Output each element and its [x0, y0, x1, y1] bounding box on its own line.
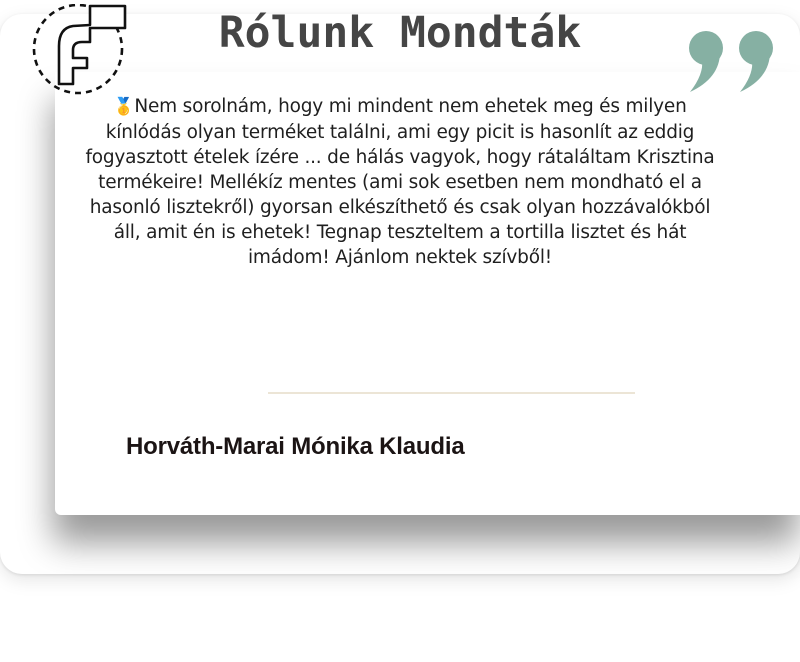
- closing-quote-icon: [684, 30, 784, 96]
- testimonial-author: Horváth-Marai Mónika Klaudia: [126, 433, 465, 460]
- divider: [268, 392, 635, 394]
- medal-icon: 🥇: [113, 97, 135, 117]
- section-title: Rólunk Mondták: [218, 8, 582, 58]
- testimonial-text: [75, 94, 725, 270]
- facebook-icon[interactable]: [32, 4, 132, 96]
- testimonial-body: Nem sorolnám, hogy mi mindent nem ehetek meg és milyen kínlódás olyan terméket találni, ami egy picit is hasonlít az eddig fogyasztott ételek ízére ... de hálás vagyok, hogy rátaláltam Krisztina termékeire! Mellékíz mentes (ami sok esetben nem mondható el a hasonló lisztekről) gyorsan elkészíthető és csak olyan hozzávalókból áll, amit én is ehetek! Tegnap teszteltem a tortilla lisztet és hát imádom! Ajánlom nektek szívből!: [85, 96, 715, 268]
